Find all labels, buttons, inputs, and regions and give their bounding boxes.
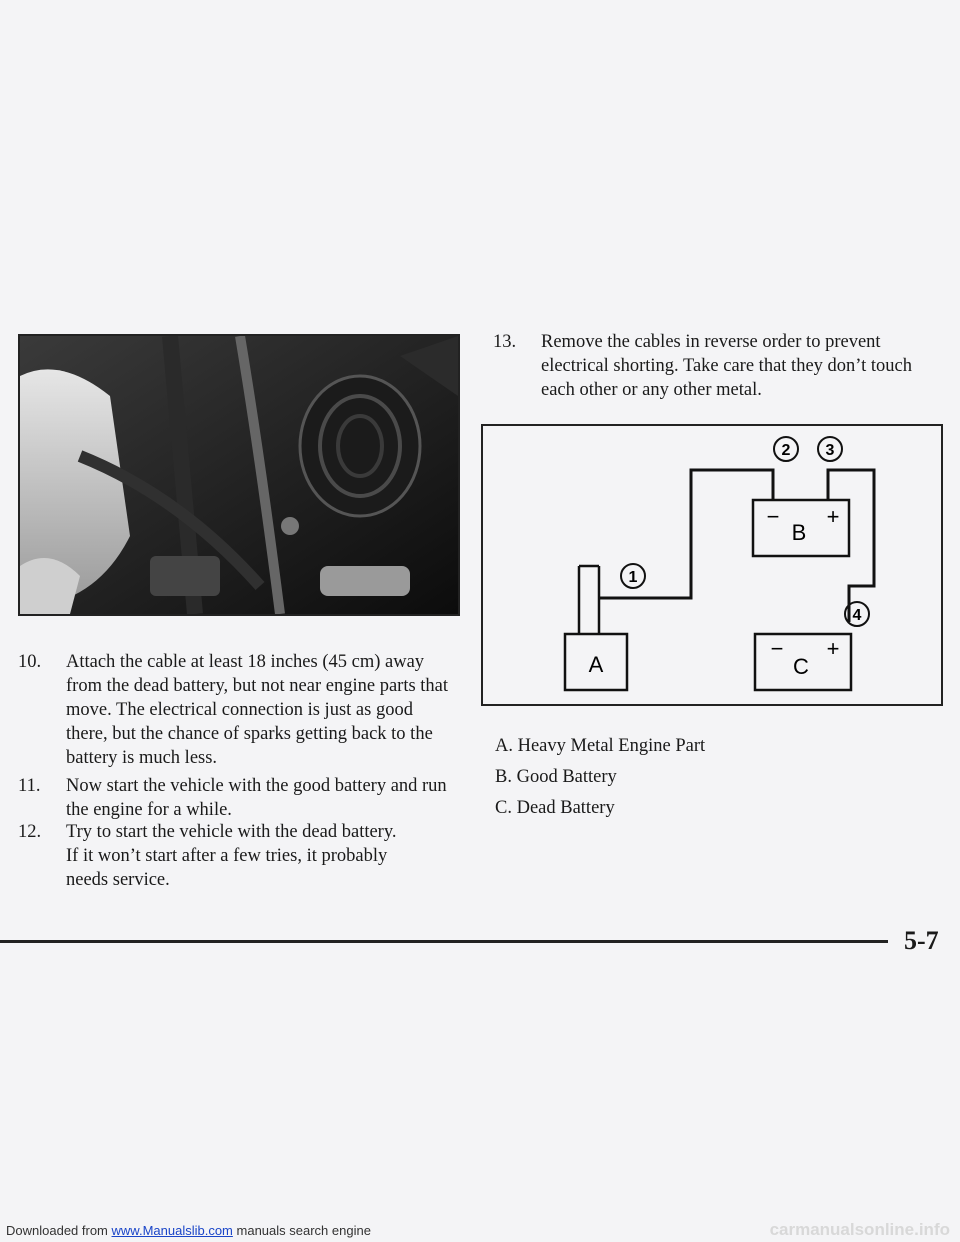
callout-1	[621, 564, 645, 588]
jumper-cable-diagram	[481, 424, 943, 706]
svg-text:2: 2	[781, 442, 791, 459]
page-rule	[0, 940, 888, 943]
watermark: carmanualsonline.info	[769, 1220, 950, 1239]
svg-text:4: 4	[852, 607, 862, 624]
box-c-plus: +	[826, 636, 840, 661]
box-c-label: C	[793, 654, 809, 679]
legend-b: B. Good Battery	[495, 767, 617, 787]
footer-prefix: Downloaded from	[6, 1223, 108, 1238]
manualslib-link[interactable]: www.Manualslib.com	[111, 1223, 233, 1238]
legend-a: A. Heavy Metal Engine Part	[495, 736, 706, 756]
svg-text:3: 3	[825, 442, 835, 459]
box-b-plus: +	[826, 504, 840, 529]
box-a-label: A	[588, 652, 604, 677]
callout-2	[774, 437, 798, 461]
callout-3	[818, 437, 842, 461]
footer-text	[6, 1223, 371, 1238]
footer-suffix: manuals search engine	[236, 1223, 371, 1238]
box-b-minus: −	[766, 504, 780, 529]
cable-2	[828, 470, 874, 622]
legend-c: C. Dead Battery	[495, 798, 615, 818]
box-c-minus: −	[770, 636, 784, 661]
cable-1	[598, 470, 773, 598]
box-b-label: B	[791, 520, 807, 545]
svg-text:1: 1	[628, 569, 638, 586]
footer	[0, 1220, 960, 1242]
page-number: 5-7	[904, 926, 939, 955]
engine-photo	[18, 334, 460, 616]
